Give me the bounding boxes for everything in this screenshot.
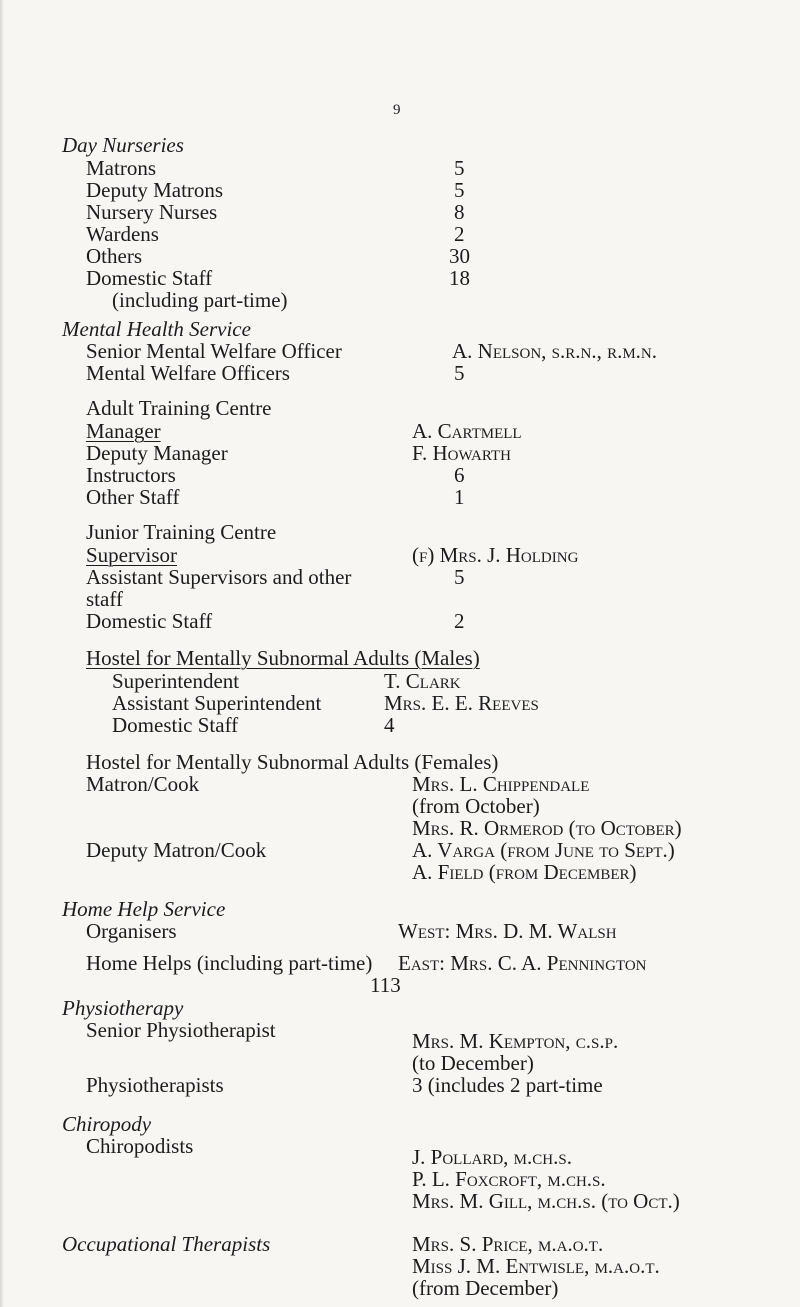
mental-health-value-officers: 5: [454, 361, 465, 385]
hostel-males-value-assistant-superintendent: Mrs. E. E. Reeves: [384, 691, 539, 715]
occupational-line-2: Miss J. M. Entwisle, m.a.o.t.: [412, 1254, 660, 1278]
physiotherapy-value-physiotherapists: 3 (includes 2 part-time: [412, 1073, 603, 1097]
physiotherapy-senior-line-2: (to December): [412, 1051, 534, 1075]
junior-training-value-assistant-supervisors: 5: [454, 565, 465, 589]
day-nurseries-value-matrons: 5: [454, 156, 465, 180]
chiropody-line-1: J. Pollard, m.ch.s.: [412, 1145, 572, 1169]
day-nurseries-value-others: 30: [449, 244, 470, 268]
junior-training-label-supervisor: Supervisor: [86, 543, 177, 567]
chiropody-line-2: P. L. Foxcroft, m.ch.s.: [412, 1167, 606, 1191]
hostel-males-label-domestic-staff: Domestic Staff: [112, 713, 239, 737]
hostel-males-value-domestic-staff: 4: [384, 713, 395, 737]
hostel-males-label-superintendent: Superintendent: [112, 669, 240, 693]
mental-health-value-senior-officer: A. Nelson, s.r.n., r.m.n.: [452, 339, 658, 363]
day-nurseries-value-nursery-nurses: 8: [454, 200, 465, 224]
hostel-females-heading: Hostel for Mentally Subnormal Adults (Females): [86, 750, 499, 774]
day-nurseries-note: (including part-time): [112, 288, 288, 312]
physiotherapy-heading: Physiotherapy: [62, 996, 184, 1020]
home-help-value-organisers: West: Mrs. D. M. Walsh: [398, 919, 617, 943]
mental-health-label-officers: Mental Welfare Officers: [86, 361, 290, 385]
day-nurseries-label-domestic-staff: Domestic Staff: [86, 266, 213, 290]
page-edge-shadow: [0, 0, 4, 1307]
adult-training-label-manager: Manager: [86, 419, 161, 443]
hostel-females-label-matron: Matron/Cook: [86, 772, 200, 796]
hostel-females-matron-line-1: Mrs. L. Chippendale: [412, 772, 590, 796]
home-help-label-organisers: Organisers: [86, 919, 177, 943]
home-help-count: 113: [370, 973, 401, 997]
junior-training-label-assistant-supervisors-cont: staff: [86, 587, 123, 611]
home-help-value-helps: East: Mrs. C. A. Pennington: [398, 951, 647, 975]
hostel-males-value-superintendent: T. Clark: [384, 669, 461, 693]
adult-training-label-instructors: Instructors: [86, 463, 176, 487]
home-help-heading: Home Help Service: [62, 897, 226, 921]
hostel-males-label-assistant-superintendent: Assistant Superintendent: [112, 691, 322, 715]
adult-training-label-other-staff: Other Staff: [86, 485, 180, 509]
junior-training-value-supervisor: (f) Mrs. J. Holding: [412, 543, 579, 567]
adult-training-value-other-staff: 1: [454, 485, 465, 509]
day-nurseries-heading: Day Nurseries: [62, 133, 184, 157]
junior-training-value-domestic-staff: 2: [454, 609, 465, 633]
day-nurseries-value-deputy-matrons: 5: [454, 178, 465, 202]
adult-training-value-manager: A. Cartmell: [412, 419, 522, 443]
occupational-line-1: Mrs. S. Price, m.a.o.t.: [412, 1232, 604, 1256]
day-nurseries-label-wardens: Wardens: [86, 222, 159, 246]
day-nurseries-label-matrons: Matrons: [86, 156, 156, 180]
day-nurseries-value-domestic-staff: 18: [449, 266, 470, 290]
mental-health-label-senior-officer: Senior Mental Welfare Officer: [86, 339, 342, 363]
hostel-females-matron-line-3: Mrs. R. Ormerod (to October): [412, 816, 682, 840]
hostel-females-label-deputy: Deputy Matron/Cook: [86, 838, 267, 862]
chiropody-line-3: Mrs. M. Gill, m.ch.s. (to Oct.): [412, 1189, 680, 1213]
day-nurseries-label-nursery-nurses: Nursery Nurses: [86, 200, 218, 224]
junior-training-label-domestic-staff: Domestic Staff: [86, 609, 213, 633]
home-help-label-helps: Home Helps (including part-time): [86, 951, 373, 975]
hostel-females-matron-line-2: (from October): [412, 794, 540, 818]
occupational-line-3: (from December): [412, 1276, 559, 1300]
occupational-heading: Occupational Therapists: [62, 1232, 271, 1256]
chiropody-label: Chiropodists: [86, 1134, 194, 1158]
hostel-females-deputy-line-1: A. Varga (from June to Sept.): [412, 838, 675, 862]
hostel-males-heading: Hostel for Mentally Subnormal Adults (Males): [86, 646, 480, 670]
day-nurseries-label-others: Others: [86, 244, 142, 268]
hostel-females-deputy-line-2: A. Field (from December): [412, 860, 637, 884]
physiotherapy-label-senior: Senior Physiotherapist: [86, 1018, 276, 1042]
physiotherapy-label-physiotherapists: Physiotherapists: [86, 1073, 224, 1097]
adult-training-value-instructors: 6: [454, 463, 465, 487]
adult-training-value-deputy-manager: F. Howarth: [412, 441, 511, 465]
physiotherapy-senior-line-1: Mrs. M. Kempton, c.s.p.: [412, 1029, 619, 1053]
day-nurseries-label-deputy-matrons: Deputy Matrons: [86, 178, 224, 202]
page-number: 9: [393, 102, 401, 118]
chiropody-heading: Chiropody: [62, 1112, 152, 1136]
adult-training-heading: Adult Training Centre: [86, 396, 272, 420]
adult-training-label-deputy-manager: Deputy Manager: [86, 441, 228, 465]
mental-health-heading: Mental Health Service: [62, 317, 251, 341]
day-nurseries-value-wardens: 2: [454, 222, 465, 246]
junior-training-heading: Junior Training Centre: [86, 520, 277, 544]
junior-training-label-assistant-supervisors: Assistant Supervisors and other: [86, 565, 352, 589]
